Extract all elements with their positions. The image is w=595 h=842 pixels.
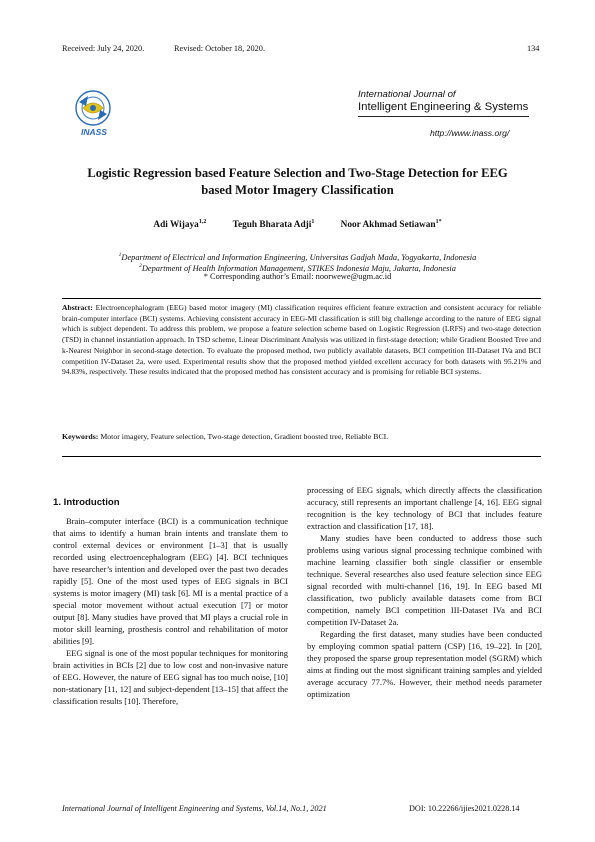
paper-title-line2: based Motor Imagery Classification <box>201 183 394 197</box>
paragraph: Many studies have been conducted to address those such problems using various signal processing technique combined with machine learning classifier both single classifier or ensemble technique. Several researches also used feature selection since EEG signal recorded with multi-channel [16, 19]. In EEG based MI classification, two publicly available datasets come from BCI competition, namely BCI competition III-Dataset IVa and BCI competition IV-Dataset 2a. <box>307 533 542 628</box>
left-column <box>53 515 288 707</box>
author-1: Adi Wijaya$^{1,2}$ <box>153 219 207 231</box>
received-date: Received: July 24, 2020. <box>62 44 145 53</box>
journal-logo <box>66 86 122 142</box>
paragraph: Brain–computer interface (BCI) is a communication technique that aims to identify a human brain intents and translate them to control external devices or environment [1–3] that is usually recorded using electroencephalogram (EEG) [4]. BCI techniques have researcher’s intention and developed over the past two decades rapidly [5]. One of the most used types of EEG signals in BCI systems is motor imagery (MI) task [6]. MI is a mental practice of a special motor movement without actual execution [7] or motor output [8]. Many studies have proved that MI plays a crucial role in motor skill learning, prosthesis control and rehabilitation of motor abilities [9]. <box>53 516 288 647</box>
journal-rule <box>358 116 529 117</box>
keywords-label: Keywords: <box>62 432 99 441</box>
abstract-label: Abstract: <box>62 303 93 312</box>
abstract-top-rule <box>62 298 541 299</box>
keywords-text: Motor imagery, Feature selection, Two-stage detection, Gradient boosted tree, Reliable BCI. <box>100 432 389 441</box>
abstract <box>62 303 541 378</box>
paper-title-line1: Logistic Regression based Feature Selection and Two-Stage Detection for EEG <box>87 166 508 180</box>
corresponding-author: * Corresponding author’s Email: noorwewe@ugm.ac.id <box>203 272 392 281</box>
journal-name-line1: International Journal of <box>358 89 456 100</box>
revised-date: Revised: October 18, 2020. <box>174 44 266 53</box>
author-list <box>0 219 595 230</box>
page-number: 134 <box>527 44 540 53</box>
section-heading-introduction: 1. Introduction <box>53 497 120 508</box>
abstract-bottom-rule <box>62 456 541 457</box>
logo-text: INASS <box>81 127 107 137</box>
footer-journal: International Journal of Intelligent Engineering and Systems, Vol.14, No.1, 2021 <box>62 804 327 813</box>
footer-doi[interactable]: DOI: 10.22266/ijies2021.0228.14 <box>409 804 520 813</box>
author-3: Noor Akhmad Setiawan$^{1*}$ <box>340 219 442 231</box>
journal-name-line2: Intelligent Engineering & Systems <box>358 101 529 113</box>
right-column <box>307 484 542 700</box>
author-2: Teguh Bharata Adji$^1$ <box>232 219 315 231</box>
paragraph: EEG signal is one of the most popular techniques for monitoring brain activities in BCIs [2] due to low cost and non-invasive nature of EEG. However, the nature of EEG signal has too much noise, [10] non-stationary [11, 12] and subject-dependent [13–15] that affect the classification results [10]. Therefore, <box>53 648 288 707</box>
affiliation-2: $^2$Department of Health Information Management, STIKES Indonesia Maju, Jakarta, Indonesia <box>139 263 456 273</box>
keywords <box>62 432 541 441</box>
journal-url[interactable]: http://www.inass.org/ <box>430 128 510 138</box>
abstract-text: Electroencephalogram (EEG) based motor imagery (MI) classification requires efficient feature extraction and consistent accuracy for reliable brain-computer interface (BCI) systems. Achieving consistent accuracy in EEG-MI classification is still big challenge according to the nature of EEG signal which is subject dependent. To address this problem, we propose a feature selection scheme based on Logistic Regression (LRFS) and two-stage detection (TSD) in channel instantiation approach. In TSD scheme, Linear Discriminant Analysis was utilized in first-stage detection; while Gradient Boosted Tree and k-Nearest Neighbor in second-stage detection. To evaluate the proposed method, two publicly available datasets, BCI competition III-Dataset IVa and BCI competition IV-Dataset 2a, were used. Experimental results show that the proposed method yielded excellent accuracy for both datasets with 95.21% and 94.83%, respectively. These results indicated that the proposed method has consistent accuracy and is promising for reliable BCI systems. <box>62 303 541 377</box>
paragraph: processing of EEG signals, which directly affects the classification accuracy, still represents an important challenge [4, 16]. EEG signal recognition is the key technology of BCI that includes feature extraction and classification [17, 18]. <box>307 485 542 532</box>
paragraph: Regarding the first dataset, many studies have been conducted by employing common spatial pattern (CSP) [16, 19–22]. In [20], they proposed the sparse group representation model (SGRM) which aims at finding out the most significant training samples and yielded average accuracy 77.7%. However, their method needs parameter optimization <box>307 629 542 700</box>
affiliation-1: $^1$Department of Electrical and Information Engineering, Universitas Gadjah Mada, Yogyakarta, Indonesia <box>118 252 477 262</box>
